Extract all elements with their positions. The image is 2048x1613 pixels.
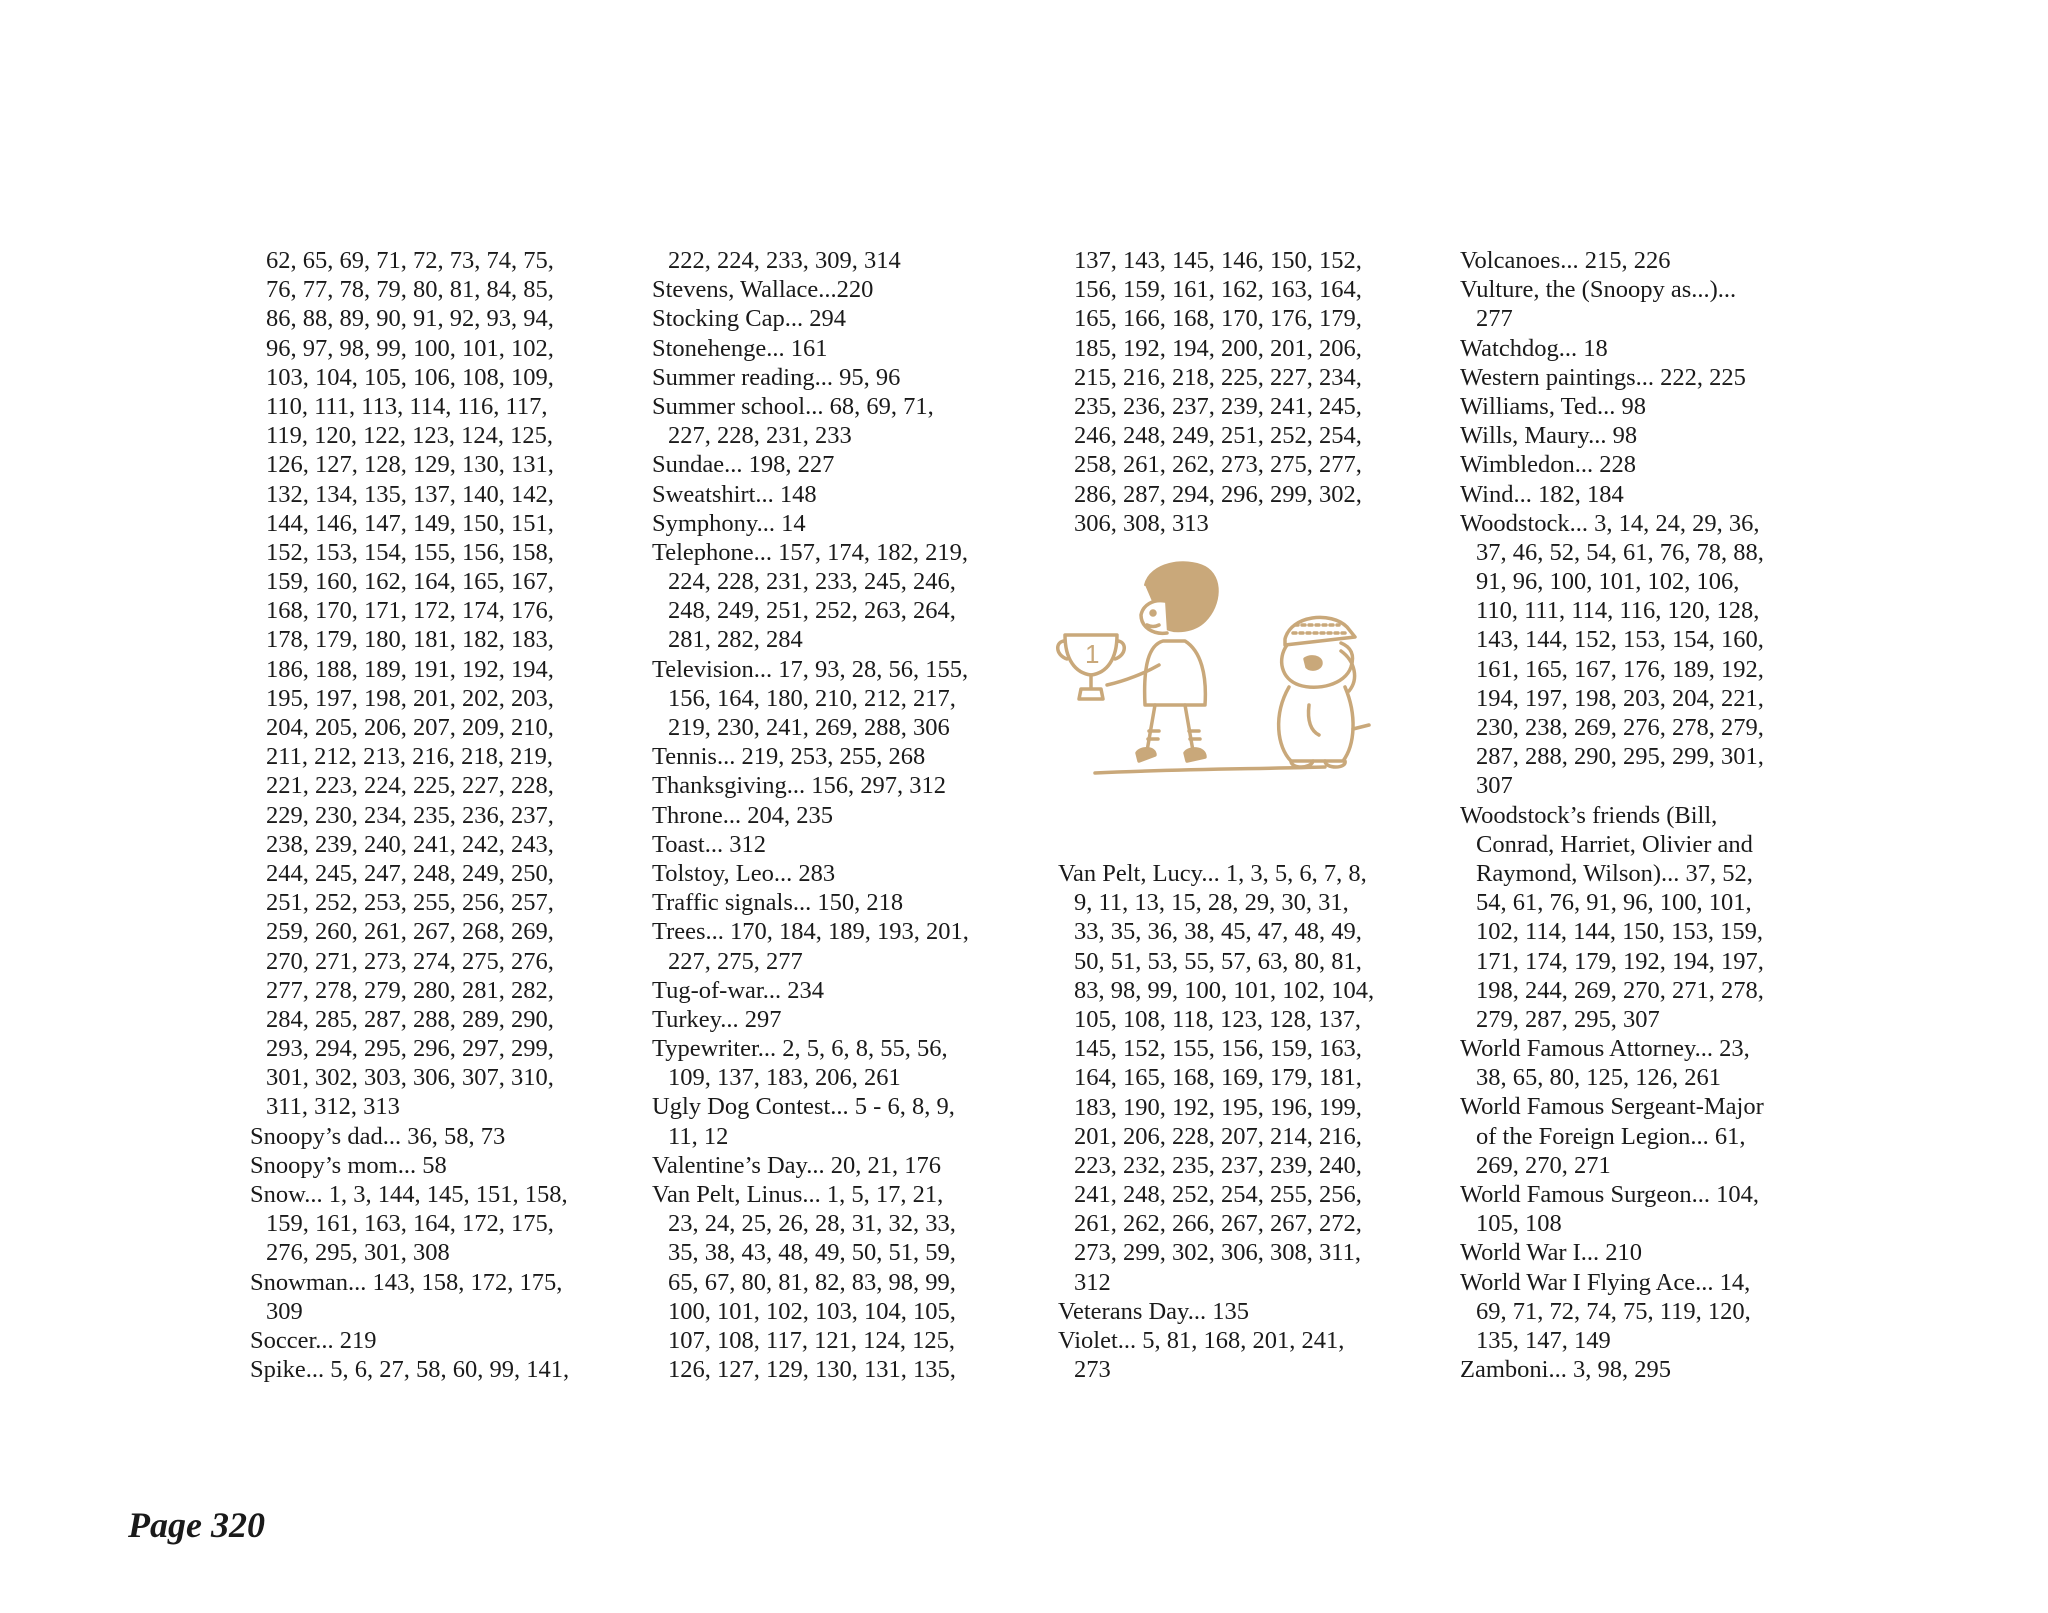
index-entry-continuation: 229, 230, 234, 235, 236, 237, — [266, 801, 554, 829]
index-entry: Snow... 1, 3, 144, 145, 151, 158, — [250, 1181, 568, 1208]
index-entry-continuation: 261, 262, 266, 267, 267, 272, — [1074, 1210, 1362, 1238]
index-entry-continuation: 277, 278, 279, 280, 281, 282, — [266, 976, 554, 1004]
index-column-1 — [250, 246, 569, 1384]
index-entry: Williams, Ted... 98 — [1460, 392, 1647, 420]
snoopy-arm — [1308, 705, 1319, 735]
index-entry: Wimbledon... 228 — [1460, 451, 1636, 479]
index-entry-continuation: 38, 65, 80, 125, 126, 261 — [1476, 1064, 1721, 1092]
index-entry-continuation: 227, 275, 277 — [668, 947, 803, 975]
index-entry: Television... 17, 93, 28, 56, 155, — [652, 655, 969, 683]
index-column-3-bottom — [1058, 859, 1374, 1384]
index-entry: Stonehenge... 161 — [652, 334, 828, 362]
lucy-eye — [1151, 611, 1155, 615]
index-entry-continuation: 286, 287, 294, 296, 299, 302, — [1074, 480, 1362, 508]
index-entry-continuation: 273, 299, 302, 306, 308, 311, — [1074, 1239, 1361, 1267]
index-entry: Snowman... 143, 158, 172, 175, — [250, 1268, 563, 1296]
index-entry-continuation: 183, 190, 192, 195, 196, 199, — [1074, 1093, 1362, 1121]
index-entry-continuation: 186, 188, 189, 191, 192, 194, — [266, 655, 554, 683]
index-entry-continuation: 198, 244, 269, 270, 271, 278, — [1476, 976, 1764, 1004]
index-entry-continuation: 126, 127, 129, 130, 131, 135, — [668, 1356, 956, 1384]
index-entry: World War I Flying Ace... 14, — [1460, 1268, 1751, 1296]
index-entry-continuation: 248, 249, 251, 252, 263, 264, — [668, 597, 956, 625]
index-entry-continuation: 204, 205, 206, 207, 209, 210, — [266, 714, 554, 741]
index-entry-continuation: 287, 288, 290, 295, 299, 301, — [1476, 743, 1764, 771]
index-entry: Throne... 204, 235 — [652, 801, 833, 829]
index-entry: Western paintings... 222, 225 — [1460, 363, 1746, 391]
index-entry: Trees... 170, 184, 189, 193, 201, — [652, 918, 969, 946]
index-entry-continuation: 224, 228, 231, 233, 245, 246, — [668, 568, 956, 596]
lucy-legs — [1147, 705, 1193, 751]
index-entry: Vulture, the (Snoopy as...)... — [1460, 276, 1737, 304]
index-entry-continuation: 37, 46, 52, 54, 61, 76, 78, 88, — [1476, 538, 1764, 566]
index-entry-continuation: 83, 98, 99, 100, 101, 102, 104, — [1074, 976, 1375, 1004]
index-entry-continuation: 185, 192, 194, 200, 201, 206, — [1074, 334, 1362, 362]
index-entry: Symphony... 14 — [652, 509, 806, 537]
index-entry-continuation: 159, 160, 162, 164, 165, 167, — [266, 568, 554, 596]
index-entry-continuation: 33, 35, 36, 38, 45, 47, 48, 49, — [1074, 918, 1362, 946]
index-entry-continuation: 168, 170, 171, 172, 174, 176, — [266, 597, 554, 625]
index-entry-continuation: 178, 179, 180, 181, 182, 183, — [266, 626, 554, 654]
trophy-label: 1 — [1085, 639, 1100, 669]
index-entry-continuation: 11, 12 — [668, 1122, 729, 1150]
index-entry: Tug-of-war... 234 — [652, 976, 824, 1004]
index-entry-continuation: 277 — [1476, 305, 1513, 333]
index-entry-continuation: 137, 143, 145, 146, 150, 152, — [1074, 247, 1362, 274]
index-entry-continuation: 156, 164, 180, 210, 212, 217, — [668, 684, 956, 712]
index-entry-continuation: 238, 239, 240, 241, 242, 243, — [266, 830, 554, 858]
index-entry-continuation: 251, 252, 253, 255, 256, 257, — [266, 889, 554, 917]
illustration-ink — [1058, 562, 1369, 773]
index-entry-continuation: 119, 120, 122, 123, 124, 125, — [266, 422, 553, 450]
index-entry-continuation: 105, 108 — [1476, 1210, 1562, 1238]
snoopy-cap — [1285, 617, 1355, 645]
index-entry: Stocking Cap... 294 — [652, 305, 846, 333]
index-entry-continuation: 9, 11, 13, 15, 28, 29, 30, 31, — [1074, 889, 1349, 917]
page-number: Page 320 — [128, 1505, 265, 1545]
index-entry-continuation: 110, 111, 114, 116, 120, 128, — [1476, 597, 1760, 625]
index-entry-continuation: 100, 101, 102, 103, 104, 105, — [668, 1297, 956, 1325]
index-entry: Toast... 312 — [652, 830, 766, 858]
index-entry-continuation: 105, 108, 118, 123, 128, 137, — [1074, 1005, 1361, 1033]
index-entry-continuation: 126, 127, 128, 129, 130, 131, — [266, 451, 554, 479]
index-entry: Volcanoes... 215, 226 — [1460, 247, 1671, 274]
index-entry-continuation: 279, 287, 295, 307 — [1476, 1005, 1660, 1033]
index-entry: Spike... 5, 6, 27, 58, 60, 99, 141, — [250, 1356, 570, 1384]
index-entry: Turkey... 297 — [652, 1005, 782, 1033]
index-entry-continuation: 76, 77, 78, 79, 80, 81, 84, 85, — [266, 276, 554, 304]
index-entry: Sundae... 198, 227 — [652, 451, 835, 479]
index-entry-continuation: 311, 312, 313 — [266, 1093, 400, 1121]
snoopy-nose — [1305, 657, 1321, 669]
index-entry-continuation: 281, 282, 284 — [668, 626, 803, 654]
lucy-sock-stripes — [1148, 731, 1200, 739]
index-entry-continuation: 23, 24, 25, 26, 28, 31, 32, 33, — [668, 1210, 956, 1238]
index-entry-continuation: 132, 134, 135, 137, 140, 142, — [266, 480, 554, 508]
index-entry-continuation: 165, 166, 168, 170, 176, 179, — [1074, 305, 1362, 333]
index-entry-continuation: 143, 144, 152, 153, 154, 160, — [1476, 626, 1764, 654]
index-entry: World Famous Attorney... 23, — [1460, 1035, 1750, 1063]
index-entry: Typewriter... 2, 5, 6, 8, 55, 56, — [652, 1035, 948, 1063]
index-entry-continuation: 211, 212, 213, 216, 218, 219, — [266, 743, 553, 771]
index-entry: Snoopy’s mom... 58 — [250, 1151, 447, 1179]
index-entry: Traffic signals... 150, 218 — [652, 889, 904, 917]
index-entry-continuation: Conrad, Harriet, Olivier and — [1476, 830, 1753, 858]
index-entry-continuation: 284, 285, 287, 288, 289, 290, — [266, 1005, 554, 1033]
index-entry-continuation: 222, 224, 233, 309, 314 — [668, 247, 901, 274]
index-entry-continuation: 301, 302, 303, 306, 307, 310, — [266, 1064, 554, 1092]
index-entry-continuation: 221, 223, 224, 225, 227, 228, — [266, 772, 554, 800]
index-entry: Thanksgiving... 156, 297, 312 — [652, 772, 946, 800]
index-entry-continuation: 307 — [1476, 772, 1513, 800]
index-entry: Van Pelt, Lucy... 1, 3, 5, 6, 7, 8, — [1058, 860, 1367, 887]
lucy-dress — [1145, 641, 1206, 705]
index-entry-continuation: 152, 153, 154, 155, 156, 158, — [266, 538, 554, 566]
index-entry-continuation: 293, 294, 295, 296, 297, 299, — [266, 1035, 554, 1063]
index-entry-continuation: 35, 38, 43, 48, 49, 50, 51, 59, — [668, 1239, 956, 1267]
index-entry-continuation: 86, 88, 89, 90, 91, 92, 93, 94, — [266, 305, 554, 333]
index-entry: Violet... 5, 81, 168, 201, 241, — [1058, 1327, 1345, 1354]
index-entry-continuation: 201, 206, 228, 207, 214, 216, — [1074, 1122, 1362, 1150]
index-entry-continuation: 276, 295, 301, 308 — [266, 1239, 450, 1267]
index-column-4 — [1460, 246, 1764, 1384]
index-entry-continuation: 227, 228, 231, 233 — [668, 422, 852, 450]
index-entry: Watchdog... 18 — [1460, 334, 1608, 362]
index-entry-continuation: 91, 96, 100, 101, 102, 106, — [1476, 568, 1740, 596]
index-entry: Van Pelt, Linus... 1, 5, 17, 21, — [652, 1181, 944, 1208]
index-entry: Sweatshirt... 148 — [652, 480, 817, 508]
index-entry-continuation: 273 — [1074, 1356, 1111, 1384]
index-entry-continuation: 159, 161, 163, 164, 172, 175, — [266, 1210, 554, 1238]
lucy-snoopy-trophy-illustration — [1055, 555, 1435, 845]
index-entry-continuation: 103, 104, 105, 106, 108, 109, — [266, 363, 554, 391]
index-entry-continuation: 65, 67, 80, 81, 82, 83, 98, 99, — [668, 1268, 956, 1296]
index-entry: Zamboni... 3, 98, 295 — [1460, 1356, 1671, 1384]
index-entry: Veterans Day... 135 — [1058, 1297, 1249, 1325]
lucy-shoes — [1137, 749, 1205, 761]
index-entry-continuation: 50, 51, 53, 55, 57, 63, 80, 81, — [1074, 947, 1362, 975]
index-entry-continuation: 306, 308, 313 — [1074, 509, 1209, 537]
index-entry-continuation: 164, 165, 168, 169, 179, 181, — [1074, 1064, 1362, 1092]
index-entry: Tolstoy, Leo... 283 — [652, 859, 836, 887]
ground-line — [1095, 767, 1325, 773]
index-column-3-top — [1058, 246, 1362, 538]
snoopy-body — [1279, 687, 1353, 761]
index-entry: Tennis... 219, 253, 255, 268 — [652, 743, 926, 771]
index-entry: World Famous Surgeon... 104, — [1460, 1181, 1760, 1208]
index-entry: Summer reading... 95, 96 — [652, 363, 901, 391]
index-entry-continuation: 144, 146, 147, 149, 150, 151, — [266, 509, 554, 537]
index-entry: Soccer... 219 — [250, 1326, 377, 1354]
index-column-2 — [652, 246, 969, 1384]
index-entry-continuation: 194, 197, 198, 203, 204, 221, — [1476, 684, 1764, 712]
index-entry: Wind... 182, 184 — [1460, 480, 1624, 508]
index-entry: Stevens, Wallace...220 — [652, 276, 874, 304]
index-entry-continuation: 96, 97, 98, 99, 100, 101, 102, — [266, 334, 554, 362]
lucy-smile — [1147, 625, 1159, 627]
index-entry-continuation: 156, 159, 161, 162, 163, 164, — [1074, 276, 1362, 304]
index-entry-continuation: 270, 271, 273, 274, 275, 276, — [266, 947, 554, 975]
index-entry-continuation: 69, 71, 72, 74, 75, 119, 120, — [1476, 1297, 1751, 1325]
index-entry-continuation: 62, 65, 69, 71, 72, 73, 74, 75, — [266, 247, 554, 274]
index-entry: Snoopy’s dad... 36, 58, 73 — [250, 1122, 506, 1150]
index-entry-continuation: 269, 270, 271 — [1476, 1151, 1611, 1179]
index-entry-continuation: 258, 261, 262, 273, 275, 277, — [1074, 451, 1362, 479]
index-entry-continuation: 309 — [266, 1297, 303, 1325]
index-entry: Woodstock’s friends (Bill, — [1460, 801, 1718, 829]
lucy-arm — [1107, 665, 1159, 685]
index-entry: World War I... 210 — [1460, 1239, 1643, 1267]
index-entry-continuation: 312 — [1074, 1268, 1111, 1296]
index-entry-continuation: 135, 147, 149 — [1476, 1326, 1611, 1354]
index-entry-continuation: 54, 61, 76, 91, 96, 100, 101, — [1476, 889, 1752, 917]
index-entry: Valentine’s Day... 20, 21, 176 — [652, 1151, 941, 1179]
index-entry-continuation: of the Foreign Legion... 61, — [1476, 1122, 1746, 1150]
index-entry-continuation: 219, 230, 241, 269, 288, 306 — [668, 714, 950, 741]
trophy-stem — [1079, 675, 1103, 699]
index-entry-continuation: 110, 111, 113, 114, 116, 117, — [266, 392, 548, 420]
index-entry: Woodstock... 3, 14, 24, 29, 36, — [1460, 509, 1760, 537]
index-entry-continuation: 171, 174, 179, 192, 194, 197, — [1476, 947, 1764, 975]
index-entry-continuation: 145, 152, 155, 156, 159, 163, — [1074, 1035, 1362, 1063]
index-entry-continuation: 215, 216, 218, 225, 227, 234, — [1074, 363, 1362, 391]
lucy-face — [1141, 601, 1167, 634]
index-entry-continuation: Raymond, Wilson)... 37, 52, — [1476, 859, 1753, 887]
index-entry-continuation: 195, 197, 198, 201, 202, 203, — [266, 684, 554, 712]
index-entry-continuation: 246, 248, 249, 251, 252, 254, — [1074, 422, 1362, 450]
index-entry: Ugly Dog Contest... 5 - 6, 8, 9, — [652, 1093, 955, 1121]
index-entry-continuation: 223, 232, 235, 237, 239, 240, — [1074, 1151, 1362, 1179]
index-entry-continuation: 230, 238, 269, 276, 278, 279, — [1476, 714, 1764, 741]
index-entry-continuation: 259, 260, 261, 267, 268, 269, — [266, 918, 554, 946]
index-entry-continuation: 235, 236, 237, 239, 241, 245, — [1074, 392, 1362, 420]
index-entry: Wills, Maury... 98 — [1460, 422, 1638, 450]
index-entry: Telephone... 157, 174, 182, 219, — [652, 538, 969, 566]
index-entry-continuation: 102, 114, 144, 150, 153, 159, — [1476, 918, 1763, 946]
index-entry-continuation: 241, 248, 252, 254, 255, 256, — [1074, 1181, 1362, 1209]
index-entry-continuation: 109, 137, 183, 206, 261 — [668, 1064, 901, 1092]
snoopy-tail — [1353, 725, 1369, 729]
index-entry: World Famous Sergeant-Major — [1460, 1093, 1764, 1121]
index-entry-continuation: 107, 108, 117, 121, 124, 125, — [668, 1326, 955, 1354]
index-entry: Summer school... 68, 69, 71, — [652, 392, 934, 420]
index-entry-continuation: 161, 165, 167, 176, 189, 192, — [1476, 655, 1764, 683]
index-entry-continuation: 244, 245, 247, 248, 249, 250, — [266, 859, 554, 887]
